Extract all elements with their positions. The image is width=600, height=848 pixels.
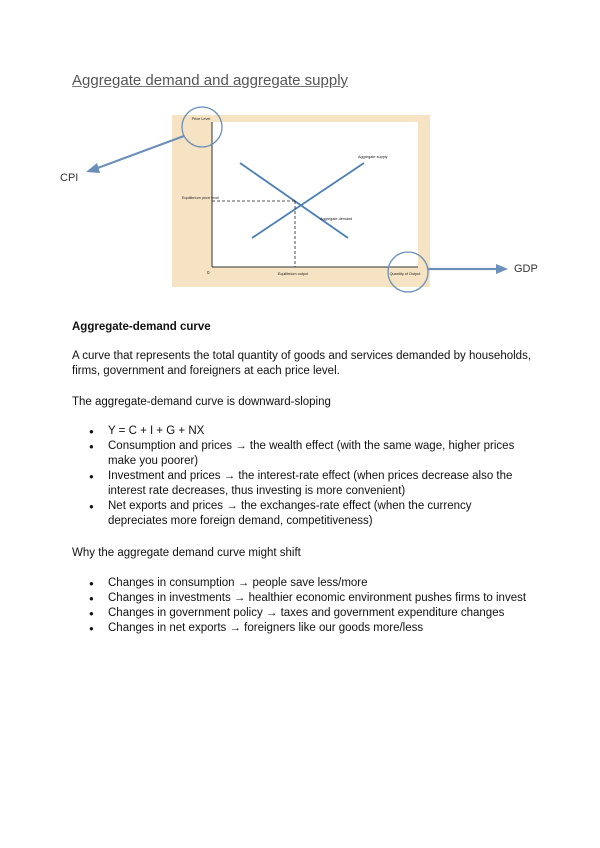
- ad-as-diagram: [0, 100, 600, 310]
- equilibrium-output-label: Equilibrium output: [277, 272, 309, 276]
- cpi-arrow: [95, 136, 184, 169]
- definition-paragraph: A curve that represents the total quantity of goods and services demanded by households, firms, government and foreigners at each price level.: [72, 350, 532, 377]
- list-item: ● Changes in investments → healthier economic environment pushes firms to invest: [72, 591, 542, 606]
- origin-label: 0: [207, 270, 210, 275]
- supply-curve-label: Aggregate supply: [358, 155, 388, 159]
- list-item: ● Changes in consumption → people save less/more: [72, 576, 542, 591]
- list-item: ● Changes in net exports → foreigners like our goods more/less: [72, 621, 542, 636]
- demand-curve-label: Aggregate demand: [320, 217, 353, 221]
- page-title: Aggregate demand and aggregate supply: [72, 72, 349, 89]
- equilibrium-price-label: Equilibrium price level: [182, 196, 219, 200]
- gdp-callout-label: GDP: [514, 263, 538, 275]
- cpi-callout-label: CPI: [60, 172, 79, 184]
- list-item: ● Changes in government policy → taxes and government expenditure changes: [72, 606, 542, 621]
- list-item: ● Investment and prices → the interest-rate effect (when prices decrease also the interest rate decreases, thus investing is more convenient): [72, 469, 532, 499]
- cpi-arrowhead: [86, 163, 100, 173]
- ad-bullet-list: [72, 424, 532, 529]
- plot-area: [212, 122, 418, 267]
- section-heading: Aggregate-demand curve: [72, 321, 211, 333]
- x-axis-label: Quantity of Output: [389, 272, 421, 276]
- y-axis-label: Price Level: [191, 117, 211, 121]
- gdp-arrowhead: [496, 264, 508, 274]
- shift-heading: Why the aggregate demand curve might shift: [72, 547, 301, 559]
- list-item: ● Consumption and prices → the wealth effect (with the same wage, higher prices make you poorer): [72, 439, 532, 469]
- list-item: ● Y = C + I + G + NX: [72, 424, 532, 439]
- list-item: ● Net exports and prices → the exchanges-rate effect (when the currency depreciates more foreign demand, competitiveness): [72, 499, 532, 529]
- shift-bullet-list: [72, 576, 542, 636]
- slope-statement: The aggregate-demand curve is downward-sloping: [72, 396, 331, 408]
